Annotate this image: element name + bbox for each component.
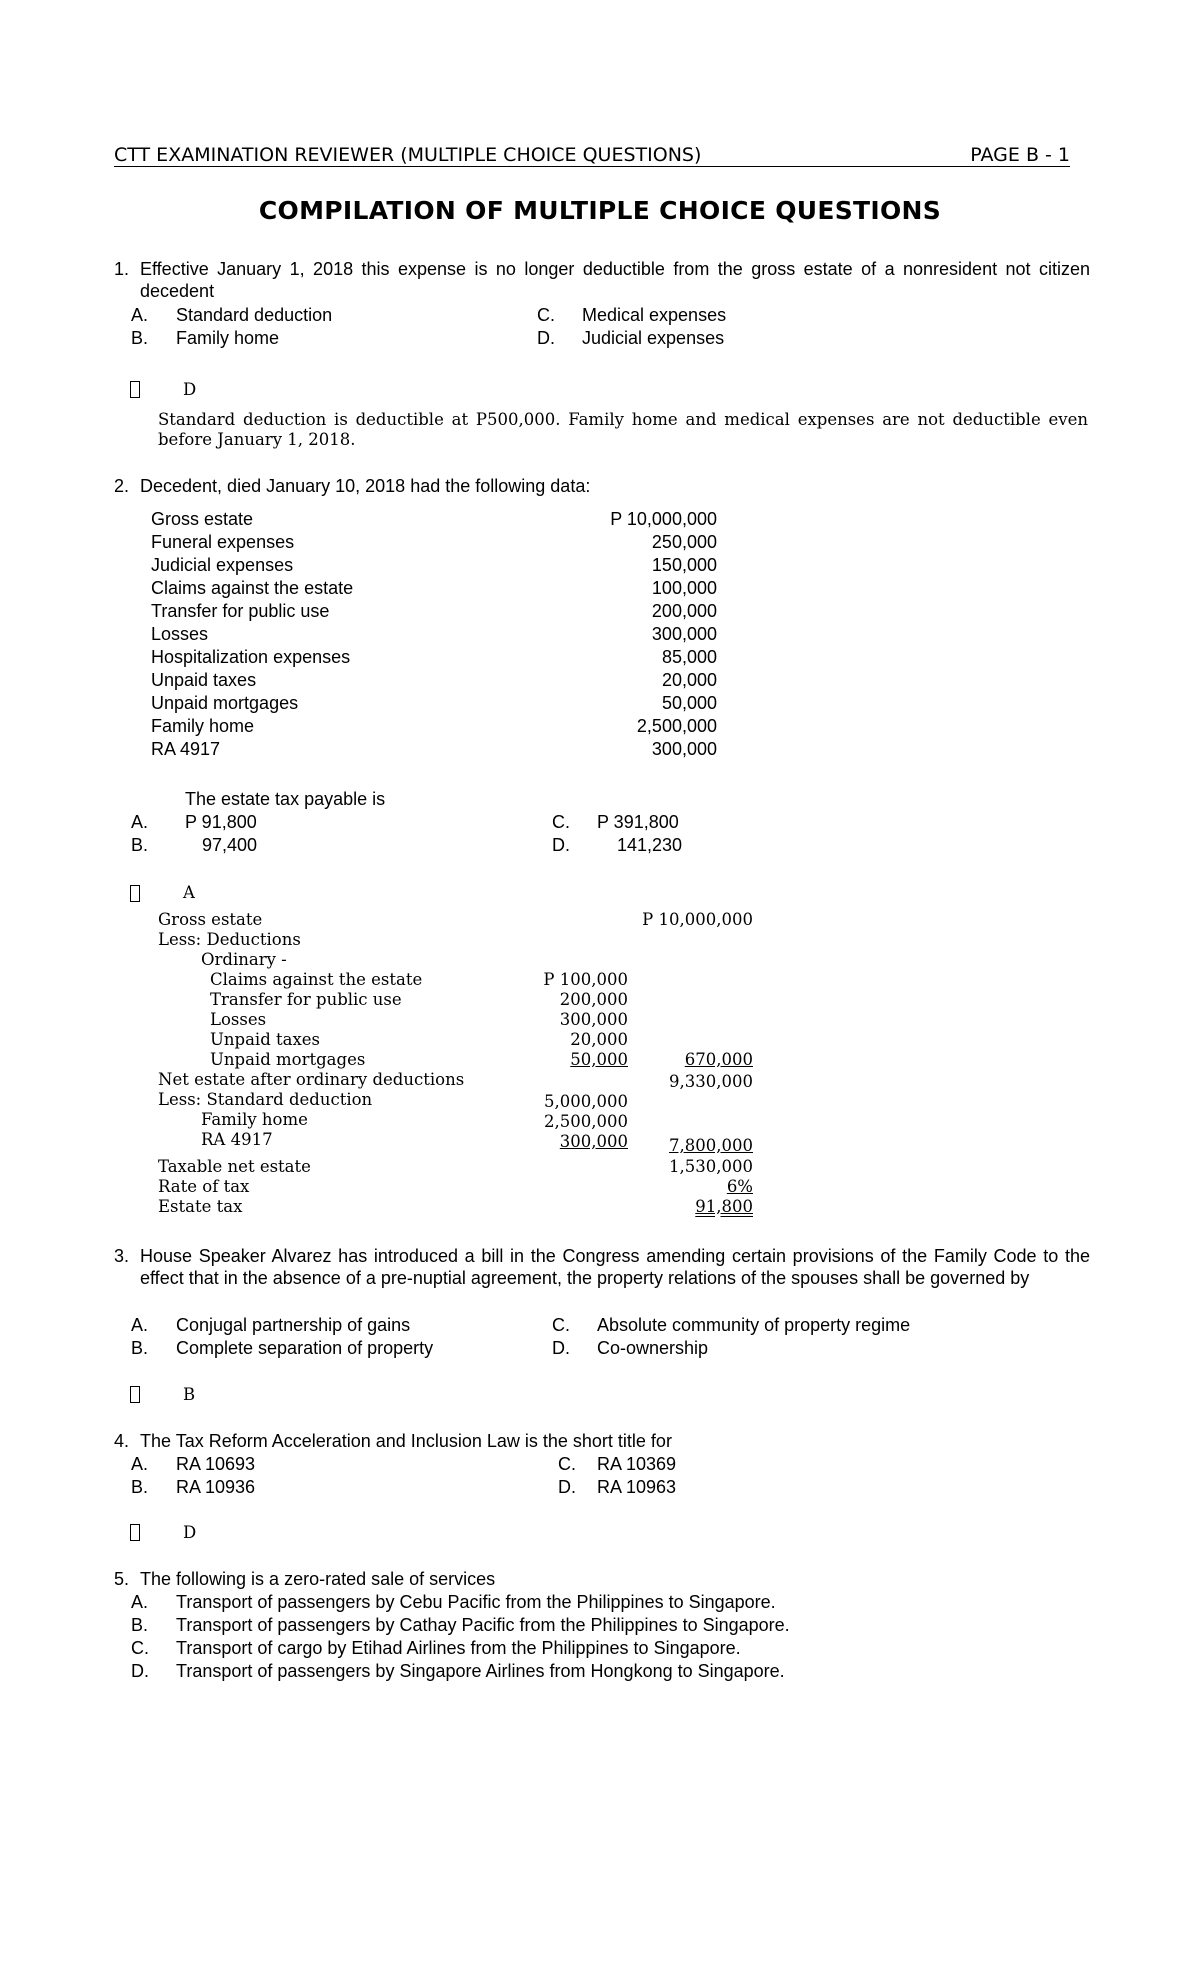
option-text: RA 10936 <box>176 1477 256 1497</box>
option-letter: B. <box>131 328 149 348</box>
data-value: 250,000 <box>651 532 717 552</box>
data-value: 100,000 <box>651 578 717 598</box>
solution-label: Unpaid mortgages <box>210 1050 366 1069</box>
solution-label: Estate tax <box>158 1197 243 1216</box>
question-stem: The following is a zero-rated sale of services <box>140 1569 496 1589</box>
option-text: Transport of passengers by Cathay Pacific from the Philippines to Singapore. <box>176 1615 790 1635</box>
solution-subtotal: 6% <box>726 1177 753 1196</box>
option-text: Conjugal partnership of gains <box>176 1315 411 1335</box>
option-letter: A. <box>131 1592 149 1612</box>
question-stem: Effective January 1, 2018 this expense is no longer deductible from the gross estate of a nonresident not citizen decedent <box>140 259 1090 301</box>
data-label: Transfer for public use <box>151 601 330 621</box>
answer-marker-icon <box>130 1524 140 1541</box>
solution-label: Transfer for public use <box>210 990 402 1009</box>
data-label: Funeral expenses <box>151 532 295 552</box>
solution-label: Losses <box>210 1010 267 1029</box>
option-text: P 391,800 <box>597 812 679 832</box>
option-text: Standard deduction <box>176 305 333 325</box>
data-value: P 10,000,000 <box>610 509 717 529</box>
option-text: RA 10963 <box>597 1477 677 1497</box>
question-number: 5. <box>114 1569 130 1589</box>
option-text: Transport of passengers by Cebu Pacific from the Philippines to Singapore. <box>176 1592 776 1612</box>
solution-label: Less: Deductions <box>158 930 301 949</box>
option-text: Co-ownership <box>597 1338 709 1358</box>
answer-marker-icon <box>130 381 140 398</box>
answer-marker-icon <box>130 1386 140 1403</box>
solution-amount: 20,000 <box>570 1030 628 1049</box>
solution-label: RA 4917 <box>201 1130 273 1149</box>
header-rule <box>114 166 1070 167</box>
page-title: COMPILATION OF MULTIPLE CHOICE QUESTIONS <box>258 196 942 225</box>
solution-subtotal: 1,530,000 <box>669 1157 753 1176</box>
data-label: Gross estate <box>151 509 254 529</box>
option-letter: A. <box>131 1315 149 1335</box>
data-value: 200,000 <box>651 601 717 621</box>
option-letter: B. <box>131 835 149 855</box>
solution-subtotal: 9,330,000 <box>669 1072 753 1091</box>
solution-label: Family home <box>201 1110 308 1129</box>
answer-letter: D <box>183 380 197 399</box>
data-label: Hospitalization expenses <box>151 647 351 667</box>
data-label: Losses <box>151 624 209 644</box>
solution-amount: 200,000 <box>559 990 628 1009</box>
option-letter: D. <box>558 1477 576 1497</box>
data-value: 85,000 <box>661 647 717 667</box>
option-text: RA 10693 <box>176 1454 256 1474</box>
option-letter: A. <box>131 812 149 832</box>
option-letter: B. <box>131 1477 149 1497</box>
option-letter: C. <box>552 812 570 832</box>
option-text: Transport of passengers by Singapore Airlines from Hongkong to Singapore. <box>176 1661 785 1681</box>
solution-amount: 50,000 <box>570 1050 628 1069</box>
option-letter: D. <box>131 1661 149 1681</box>
question-number: 2. <box>114 476 130 496</box>
data-value: 150,000 <box>651 555 717 575</box>
question-number: 1. <box>114 259 130 279</box>
answer-marker-icon <box>130 885 140 902</box>
answer-letter: D <box>183 1523 197 1542</box>
page-number: PAGE B - 1 <box>970 144 1070 166</box>
data-value: 2,500,000 <box>636 716 717 736</box>
option-letter: C. <box>552 1315 570 1335</box>
option-text: Medical expenses <box>582 305 727 325</box>
solution-final: 91,800 <box>695 1197 753 1216</box>
solution-label: Unpaid taxes <box>210 1030 321 1049</box>
data-label: RA 4917 <box>151 739 221 759</box>
solution-label: Net estate after ordinary deductions <box>158 1070 465 1089</box>
solution-amount: 300,000 <box>559 1010 628 1029</box>
question-prompt: The estate tax payable is <box>185 789 386 809</box>
option-text: 97,400 <box>202 835 258 855</box>
option-text: Judicial expenses <box>582 328 725 348</box>
option-letter: B. <box>131 1338 149 1358</box>
data-value: 50,000 <box>661 693 717 713</box>
data-label: Family home <box>151 716 255 736</box>
solution-subtotal: 670,000 <box>684 1050 753 1069</box>
question-stem: The Tax Reform Acceleration and Inclusion Law is the short title for <box>140 1431 672 1451</box>
option-text: RA 10369 <box>597 1454 677 1474</box>
option-letter: A. <box>131 305 149 325</box>
option-letter: A. <box>131 1454 149 1474</box>
solution-amount: P 100,000 <box>543 970 628 989</box>
question-number: 4. <box>114 1431 130 1451</box>
answer-letter: B <box>183 1385 196 1404</box>
solution-total: P 10,000,000 <box>642 910 753 929</box>
question-number: 3. <box>114 1246 130 1266</box>
option-letter: C. <box>558 1454 576 1474</box>
option-letter: D. <box>552 835 570 855</box>
option-text: Family home <box>176 328 280 348</box>
option-letter: D. <box>552 1338 570 1358</box>
option-text: P 91,800 <box>185 812 257 832</box>
solution-label: Ordinary - <box>201 950 287 969</box>
option-text: Transport of cargo by Etihad Airlines from the Philippines to Singapore. <box>176 1638 741 1658</box>
solution-subtotal: 7,800,000 <box>669 1136 753 1155</box>
option-letter: C. <box>537 305 555 325</box>
option-text: 141,230 <box>617 835 683 855</box>
header-title: CTT EXAMINATION REVIEWER (MULTIPLE CHOICE QUESTIONS) <box>114 144 702 166</box>
solution-label: Taxable net estate <box>158 1157 311 1176</box>
solution-label: Claims against the estate <box>210 970 423 989</box>
option-text: Absolute community of property regime <box>597 1315 911 1335</box>
data-value: 300,000 <box>651 739 717 759</box>
solution-amount: 2,500,000 <box>544 1112 628 1131</box>
solution-label: Rate of tax <box>158 1177 250 1196</box>
option-text: Complete separation of property <box>176 1338 434 1358</box>
data-label: Claims against the estate <box>151 578 354 598</box>
data-value: 20,000 <box>661 670 717 690</box>
option-letter: B. <box>131 1615 149 1635</box>
solution-amount: 5,000,000 <box>544 1092 628 1111</box>
data-value: 300,000 <box>651 624 717 644</box>
data-label: Unpaid mortgages <box>151 693 299 713</box>
option-letter: D. <box>537 328 555 348</box>
question-stem: Decedent, died January 10, 2018 had the following data: <box>140 476 591 496</box>
data-label: Unpaid taxes <box>151 670 257 690</box>
solution-label: Gross estate <box>158 910 263 929</box>
solution-amount: 300,000 <box>559 1132 628 1151</box>
answer-letter: A <box>183 883 195 902</box>
answer-explanation: Standard deduction is deductible at P500,000. Family home and medical expenses are not deductible even before January 1, 2018. <box>158 410 1088 449</box>
question-stem: House Speaker Alvarez has introduced a bill in the Congress amending certain provisions of the Family Code to the effect that in the absence of a pre-nuptial agreement, the property relations of the spouses shall be governed by <box>140 1246 1090 1288</box>
solution-label: Less: Standard deduction <box>158 1090 373 1109</box>
option-letter: C. <box>131 1638 149 1658</box>
page-header <box>114 144 1070 168</box>
data-label: Judicial expenses <box>151 555 294 575</box>
